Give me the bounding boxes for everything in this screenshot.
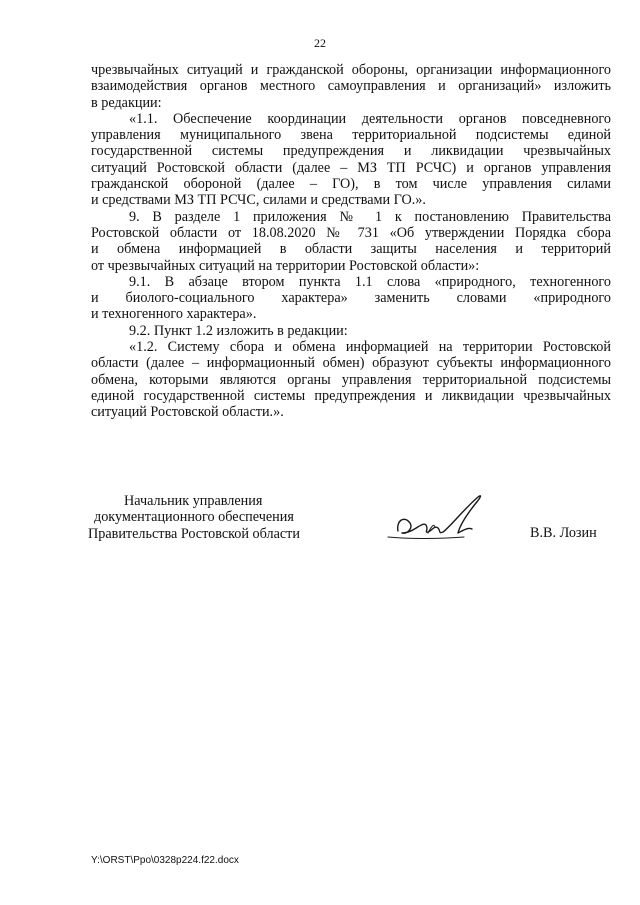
body-line: области (далее – информационный обмен) образуют субъекты информационного <box>91 355 611 372</box>
body-line: 9.2. Пункт 1.2 изложить в редакции: <box>129 322 348 339</box>
body-line: и средствами МЗ ТП РСЧС, силами и средствами ГО.». <box>91 192 426 209</box>
handwritten-signature <box>368 487 498 557</box>
signatory-title-line-1: Начальник управления <box>124 493 263 509</box>
body-line: Ростовской области от 18.08.2020 № 731 «Об утверждении Порядка сбора <box>91 224 611 241</box>
body-line: в редакции: <box>91 94 162 111</box>
body-line: и техногенного характера». <box>91 306 257 323</box>
body-line: гражданской обороной (далее – ГО), в том числе управления силами <box>91 176 611 193</box>
document-body <box>91 62 611 421</box>
body-line: «1.2. Систему сбора и обмена информацией на территории Ростовской <box>129 339 611 356</box>
body-line: ситуаций Ростовской области.». <box>91 404 284 421</box>
body-line: государственной системы предупреждения и ликвидации чрезвычайных <box>91 143 611 160</box>
body-line: и обмена информацией в области защиты населения и территорий <box>91 241 611 258</box>
body-line: управления муниципального звена территориальной подсистемы единой <box>91 127 611 144</box>
body-line: и биолого-социального характера» заменить словами «природного <box>91 290 611 307</box>
signatory-title-line-2: документационного обеспечения <box>94 509 294 526</box>
page-number: 22 <box>314 36 326 50</box>
body-line: единой государственной системы предупреждения и ликвидации чрезвычайных <box>91 387 611 404</box>
signatory-title-line-3: Правительства Ростовской области <box>88 525 300 542</box>
body-line: взаимодействия органов местного самоуправления и организаций» изложить <box>91 78 611 95</box>
body-line: обмена, которыми являются органы управления территориальной подсистемы <box>91 371 611 388</box>
signatory-name: В.В. Лозин <box>530 525 597 541</box>
body-line: чрезвычайных ситуаций и гражданской обороны, организации информационного <box>91 62 611 78</box>
file-path-footer: Y:\ORST\Ppo\0328p224.f22.docx <box>91 855 239 866</box>
body-line: «1.1. Обеспечение координации деятельности органов повседневного <box>129 110 611 127</box>
body-line: 9.1. В абзаце втором пункта 1.1 слова «природного, техногенного <box>129 273 611 290</box>
body-line: 9. В разделе 1 приложения № 1 к постановлению Правительства <box>129 208 611 225</box>
body-line: ситуаций Ростовской области (далее – МЗ ТП РСЧС) и органов управления <box>91 159 611 176</box>
signatory-title-block <box>88 493 328 542</box>
body-line: от чрезвычайных ситуаций на территории Ростовской области»: <box>91 257 480 274</box>
